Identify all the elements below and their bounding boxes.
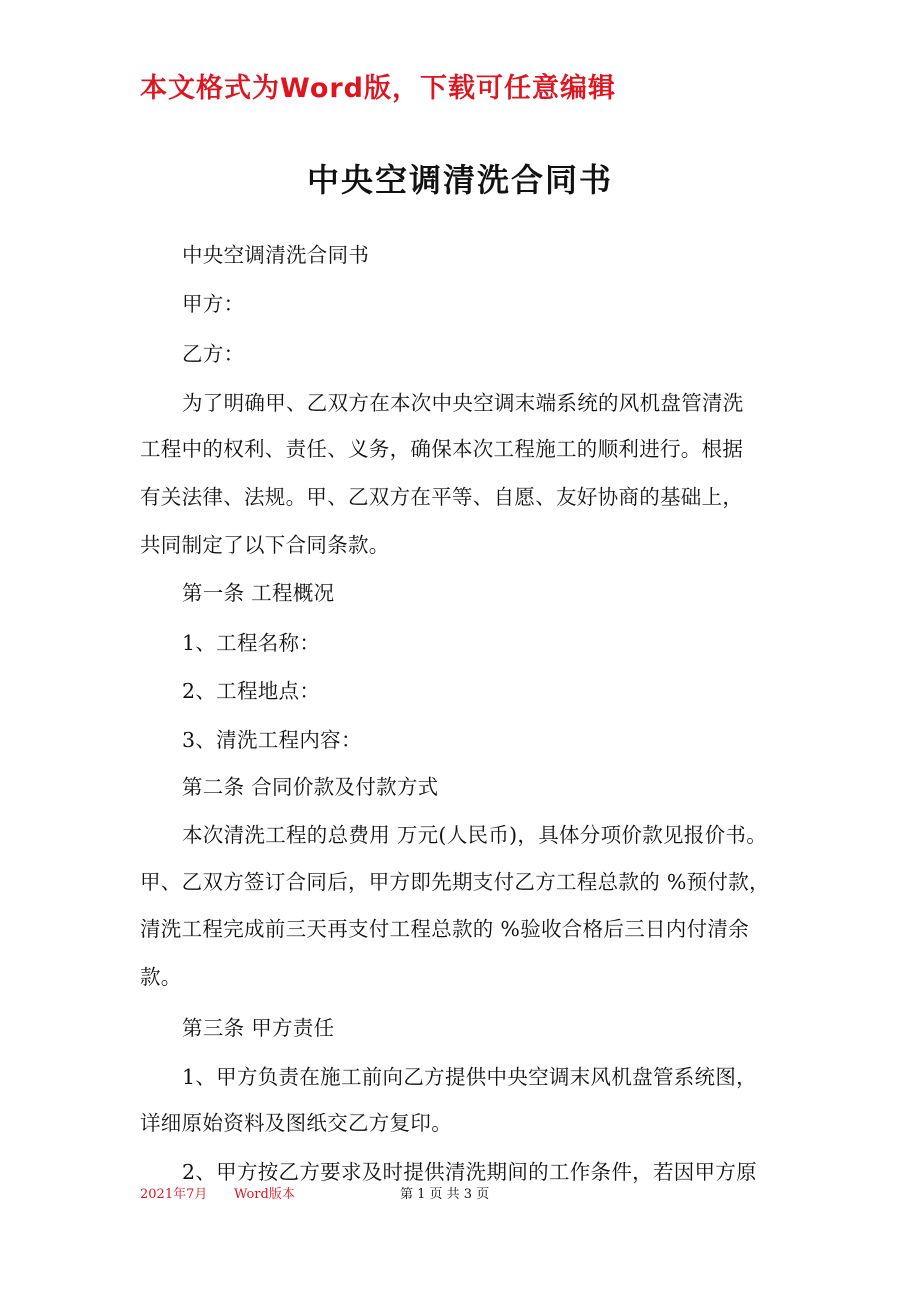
article-2-line-3: 清洗工程完成前三天再支付工程总款的 %验收合格后三日内付清余: [140, 917, 749, 941]
body-line-heading: 中央空调清洗合同书: [182, 243, 370, 267]
article-1-item-1: 1、工程名称：: [182, 631, 321, 655]
document-title: 中央空调清洗合同书: [306, 161, 613, 199]
article-2-heading: 第二条 合同价款及付款方式: [182, 775, 439, 799]
footer-version: Word版本: [234, 1187, 295, 1202]
body-line-preamble-4: 共同制定了以下合同条款。: [140, 533, 390, 557]
body-line-preamble-2: 工程中的权利、责任、义务，确保本次工程施工的顺利进行。根据: [140, 437, 744, 461]
body-line-preamble-1: 为了明确甲、乙双方在本次中央空调末端系统的风机盘管清洗: [182, 391, 744, 415]
body-line-party-a: 甲方：: [182, 292, 245, 316]
article-3-item-1a: 1、甲方负责在施工前向乙方提供中央空调末风机盘管系统图，: [182, 1065, 757, 1089]
article-1-item-3: 3、清洗工程内容：: [182, 728, 362, 752]
article-2-line-4: 款。: [140, 965, 182, 989]
footer-page-info: 第 1 页 共 3 页: [400, 1187, 490, 1202]
article-2-line-2: 甲、乙双方签订合同后，甲方即先期支付乙方工程总款的 %预付款，: [140, 870, 770, 894]
article-3-item-1b: 详细原始资料及图纸交乙方复印。: [140, 1111, 452, 1135]
download-banner: 本文格式为Word版，下载可任意编辑: [140, 73, 617, 104]
article-2-line-1: 本次清洗工程的总费用 万元(人民币)，具体分项价款见报价书。: [182, 823, 768, 847]
footer-date: 2021年7月: [140, 1187, 208, 1202]
body-line-preamble-3: 有关法律、法规。甲、乙双方在平等、自愿、友好协商的基础上，: [140, 485, 744, 509]
article-3-item-2: 2、甲方按乙方要求及时提供清洗期间的工作条件，若因甲方原: [182, 1160, 757, 1184]
article-3-heading: 第三条 甲方责任: [182, 1016, 335, 1040]
body-line-party-b: 乙方：: [182, 342, 245, 366]
article-1-heading: 第一条 工程概况: [182, 581, 335, 605]
article-1-item-2: 2、工程地点：: [182, 679, 321, 703]
